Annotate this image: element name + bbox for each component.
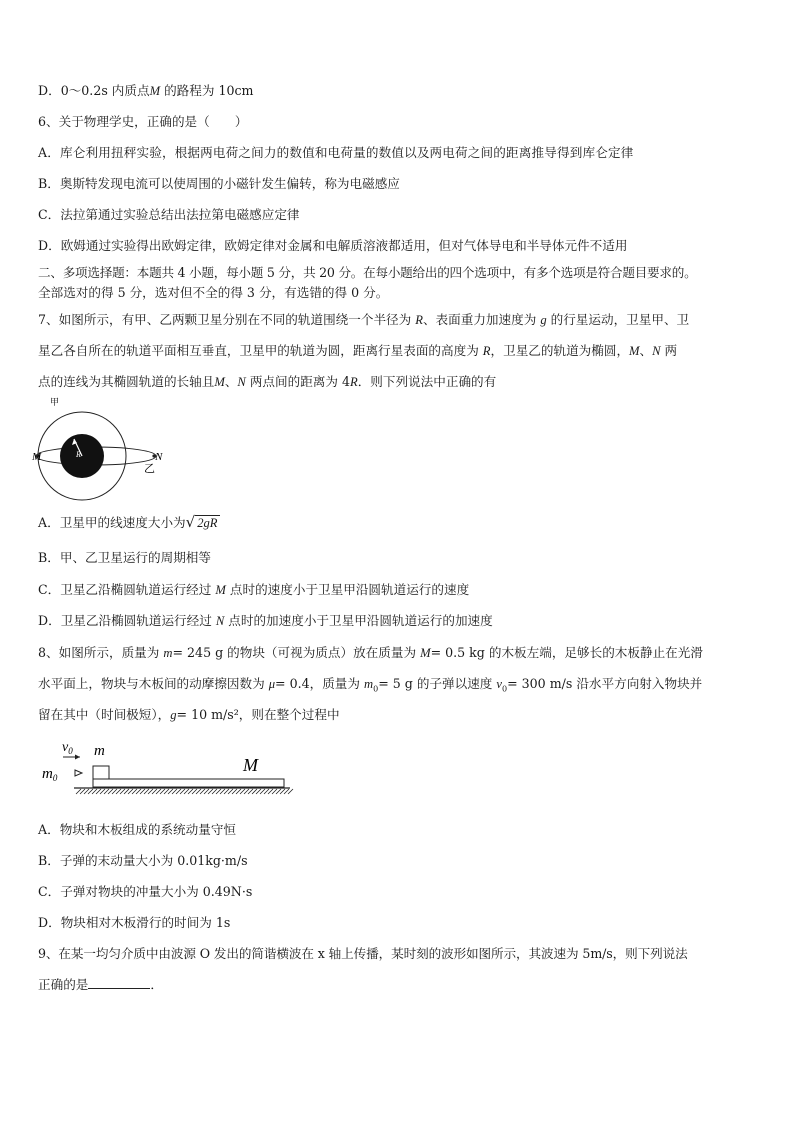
q8-stem-line-1: 8、如图所示，质量为 m= 245 g 的物块（可视为质点）放在质量为 M= 0.5 kg 的木板左端，足够长的木板静止在光滑	[38, 645, 703, 660]
q9-stem-line-2: 正确的是 ．	[38, 977, 163, 992]
ground-hatching	[76, 789, 293, 794]
q8-option-d: D．物块相对木板滑行的时间为 1s	[38, 915, 231, 930]
label-M-board: M	[243, 755, 258, 775]
q6-stem: 6、关于物理学史，正确的是（ ）	[38, 114, 248, 129]
q7-option-c: C．卫星乙沿椭圆轨道运行经过 M 点时的速度小于卫星甲沿圆轨道运行的速度	[38, 582, 470, 597]
q8-stem-line-3: 留在其中（时间极短），g= 10 m/s²，则在整个过程中	[38, 707, 340, 722]
label-N: N	[155, 451, 163, 463]
q8-stem-line-2: 水平面上，物块与木板间的动摩擦因数为 μ= 0.4，质量为 $m_0= 5$ g 的子弹以速度 $v_0= 300$ m/s 沿水平方向射入物块并	[38, 676, 703, 694]
q7-option-d: D．卫星乙沿椭圆轨道运行经过 N 点时的加速度小于卫星甲沿圆轨道运行的加速度	[38, 613, 493, 628]
q7-stem-line-2: 星乙各自所在的轨道平面相互垂直，卫星甲的轨道为圆，距离行星表面的高度为 R，卫星乙的轨道为椭圆，M、N 两	[38, 343, 678, 358]
block	[93, 766, 109, 779]
label-R: R	[76, 450, 81, 459]
q7-stem-line-1: 7、如图所示，有甲、乙两颗卫星分别在不同的轨道围绕一个半径为 R、表面重力加速度为 g 的行星运动，卫星甲、卫	[38, 312, 690, 327]
q8-option-c: C．子弹对物块的冲量大小为 0.49N·s	[38, 884, 253, 899]
label-M: M	[32, 451, 42, 463]
label-jia: 甲	[50, 397, 60, 407]
label-yi: 乙	[144, 463, 155, 475]
q8-option-b: B．子弹的末动量大小为 0.01kg·m/s	[38, 853, 248, 868]
q8-block-board-figure	[38, 736, 294, 802]
q7-stem-line-3: 点的连线为其椭圆轨道的长轴且M、N 两点间的距离为 4R．则下列说法中正确的有	[38, 374, 497, 389]
answer-blank	[88, 978, 150, 989]
q7-option-a: A．卫星甲的线速度大小为√ 2gR	[38, 513, 218, 531]
q6-option-b: B．奥斯特发现电流可以使周围的小磁针发生偏转，称为电磁感应	[38, 176, 400, 191]
q5-option-d: D．0～0.2s 内质点M 的路程为 10cm	[38, 83, 254, 98]
label-m: m	[94, 743, 105, 759]
section-2-header-line-1: 二、多项选择题：本题共 4 小题，每小题 5 分，共 20 分。在每小题给出的四个选项中，有多个选项是符合题目要求的。	[38, 265, 697, 280]
velocity-arrow-head	[75, 755, 80, 760]
board	[93, 779, 284, 787]
section-2-header-line-2: 全部选对的得 5 分，选对但不全的得 3 分，有选错的得 0 分。	[38, 285, 389, 300]
q6-option-a: A．库仑利用扭秤实验，根据两电荷之间力的数值和电荷量的数值以及两电荷之间的距离推导得到库仑定律	[38, 145, 634, 160]
q9-stem-line-1: 9、在某一均匀介质中由波源 O 发出的简谐横波在 x 轴上传播，某时刻的波形如图所示，其波速为 5m/s，则下列说法	[38, 946, 688, 961]
q6-option-c: C．法拉第通过实验总结出法拉第电磁感应定律	[38, 207, 300, 222]
label-m0: $m_0$	[42, 766, 58, 783]
q8-option-a: A．物块和木板组成的系统动量守恒	[38, 822, 237, 837]
q7-orbit-figure	[34, 394, 184, 502]
bullet	[75, 770, 82, 776]
q6-option-d: D．欧姆通过实验得出欧姆定律，欧姆定律对金属和电解质溶液都适用，但对气体导电和半导体元件不适用	[38, 238, 628, 253]
label-v0: $v_0$	[62, 740, 73, 756]
q7-option-b: B．甲、乙卫星运行的周期相等	[38, 550, 211, 565]
